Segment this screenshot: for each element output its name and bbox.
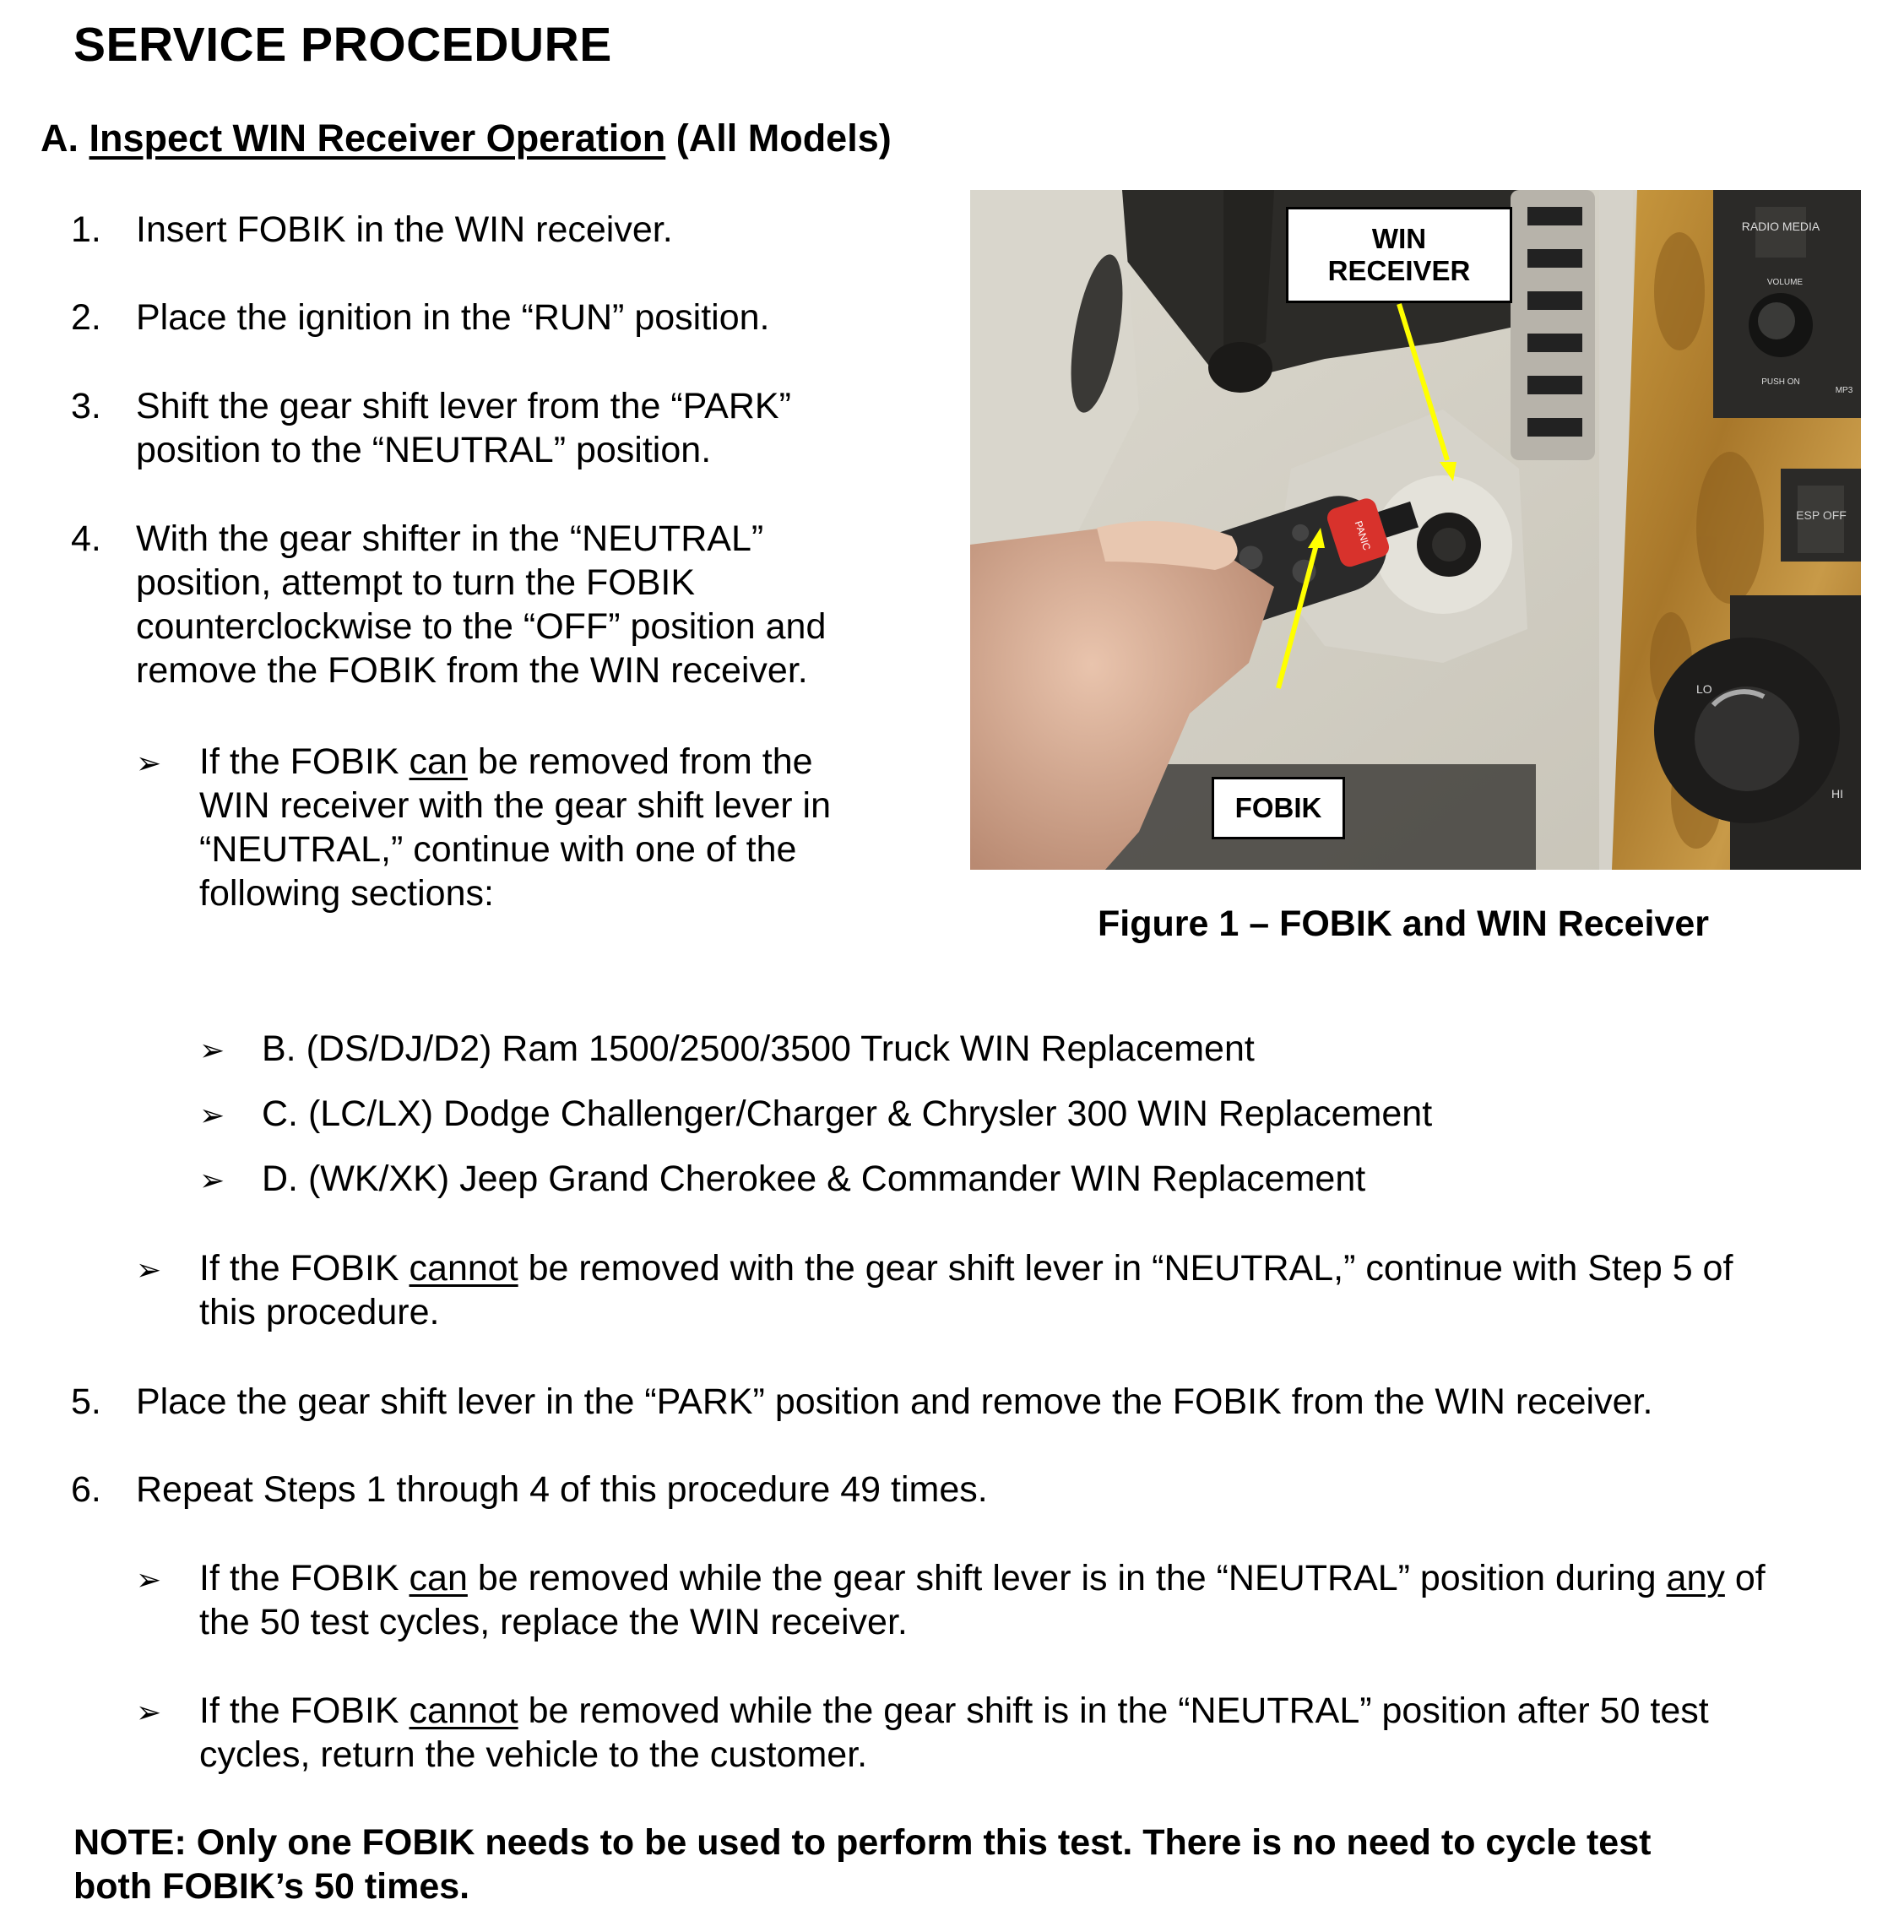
- step-text: position, attempt to turn the FOBIK: [136, 562, 696, 603]
- text-run: If the FOBIK: [199, 1248, 410, 1289]
- step-number: 6.: [71, 1469, 101, 1510]
- arrow-bullet-icon: ➢: [136, 746, 162, 780]
- bullet-text: “NEUTRAL,” continue with one of the: [199, 829, 797, 870]
- step-number: 1.: [71, 209, 101, 250]
- arrow-bullet-icon: ➢: [136, 1695, 162, 1729]
- step-text: counterclockwise to the “OFF” position and: [136, 606, 827, 647]
- text-run: be removed while the gear shift is in the “NEUTRAL” position after 50 test: [518, 1690, 1709, 1731]
- svg-text:MP3: MP3: [1835, 386, 1853, 395]
- emphasis-can: can: [409, 1558, 468, 1598]
- emphasis-cannot: cannot: [409, 1690, 518, 1731]
- bullet-text: [199, 1689, 1709, 1733]
- text-run: If the FOBIK: [199, 741, 410, 782]
- bullet-text: [199, 1556, 1766, 1600]
- radio-label: RADIO MEDIA: [1741, 220, 1820, 233]
- win-receiver-label: [1286, 207, 1512, 303]
- emphasis-can: can: [409, 741, 468, 782]
- figure-photo: [970, 190, 1861, 870]
- text-run: If the FOBIK: [199, 1558, 410, 1598]
- text-run: be removed while the gear shift lever is in the “NEUTRAL” position during: [467, 1558, 1667, 1598]
- subsection-link[interactable]: B. (DS/DJ/D2) Ram 1500/2500/3500 Truck WIN Replacement: [262, 1028, 1255, 1069]
- svg-text:LO: LO: [1696, 682, 1712, 696]
- section-heading-link: Inspect WIN Receiver Operation: [89, 117, 666, 160]
- text-run: of: [1724, 1558, 1766, 1598]
- step-number: 4.: [71, 518, 101, 559]
- subsection-link[interactable]: D. (WK/XK) Jeep Grand Cherokee & Commander WIN Replacement: [262, 1159, 1366, 1199]
- bullet-text: WIN receiver with the gear shift lever in: [199, 785, 831, 826]
- step-number: 5.: [71, 1381, 101, 1422]
- note: [73, 1821, 1863, 1908]
- arrow-bullet-icon: ➢: [199, 1033, 225, 1067]
- bullet-text: the 50 test cycles, replace the WIN receiver.: [199, 1602, 908, 1642]
- step-text: remove the FOBIK from the WIN receiver.: [136, 650, 808, 691]
- step-text: Shift the gear shift lever from the “PARK”: [136, 386, 791, 426]
- step-text: Place the ignition in the “RUN” position.: [136, 297, 770, 338]
- arrow-bullet-icon: ➢: [136, 1562, 162, 1597]
- figure-caption: Figure 1 – FOBIK and WIN Receiver: [1098, 904, 1710, 944]
- step-text: Place the gear shift lever in the “PARK” position and remove the FOBIK from the WIN receiver.: [136, 1381, 1653, 1422]
- step-number: 2.: [71, 297, 101, 338]
- text-run: be removed with the gear shift lever in “NEUTRAL,” continue with Step 5 of: [518, 1248, 1733, 1289]
- text-run: If the FOBIK: [199, 1690, 410, 1731]
- svg-text:PUSH ON: PUSH ON: [1761, 377, 1800, 387]
- note-line: both FOBIK’s 50 times.: [73, 1866, 470, 1907]
- step-text: Repeat Steps 1 through 4 of this procedure 49 times.: [136, 1469, 988, 1510]
- step-number: 3.: [71, 386, 101, 426]
- bullet-text: [199, 740, 813, 784]
- bullet-text: cycles, return the vehicle to the customer.: [199, 1734, 868, 1775]
- bullet-text: [199, 1246, 1733, 1290]
- step-text: Insert FOBIK in the WIN receiver.: [136, 209, 673, 250]
- svg-text:ESP OFF: ESP OFF: [1796, 508, 1847, 522]
- page-title: SERVICE PROCEDURE: [73, 18, 612, 72]
- svg-text:VOLUME: VOLUME: [1766, 278, 1804, 287]
- section-heading: [41, 117, 892, 160]
- arrow-bullet-icon: ➢: [199, 1098, 225, 1132]
- step-text: position to the “NEUTRAL” position.: [136, 430, 712, 470]
- bullet-text: this procedure.: [199, 1292, 440, 1332]
- fobik-label: FOBIK: [1212, 777, 1345, 839]
- section-suffix: (All Models): [675, 117, 892, 160]
- emphasis-cannot: cannot: [409, 1248, 518, 1289]
- arrow-bullet-icon: ➢: [199, 1163, 225, 1197]
- section-prefix: A.: [41, 117, 79, 160]
- note-line: NOTE: Only one FOBIK needs to be used to perform this test. There is no need to cycle test: [73, 1822, 1652, 1863]
- emphasis-any: any: [1666, 1558, 1725, 1598]
- step-text: With the gear shifter in the “NEUTRAL”: [136, 518, 764, 559]
- text-run: be removed from the: [467, 741, 813, 782]
- subsection-link[interactable]: C. (LC/LX) Dodge Challenger/Charger & Chrysler 300 WIN Replacement: [262, 1094, 1433, 1134]
- arrow-bullet-icon: ➢: [136, 1252, 162, 1287]
- label-line: RECEIVER: [1327, 255, 1471, 286]
- label-line: WIN: [1371, 223, 1427, 254]
- svg-text:PANIC: PANIC: [1352, 519, 1374, 552]
- svg-text:HI: HI: [1831, 787, 1843, 800]
- bullet-text: following sections:: [199, 873, 494, 914]
